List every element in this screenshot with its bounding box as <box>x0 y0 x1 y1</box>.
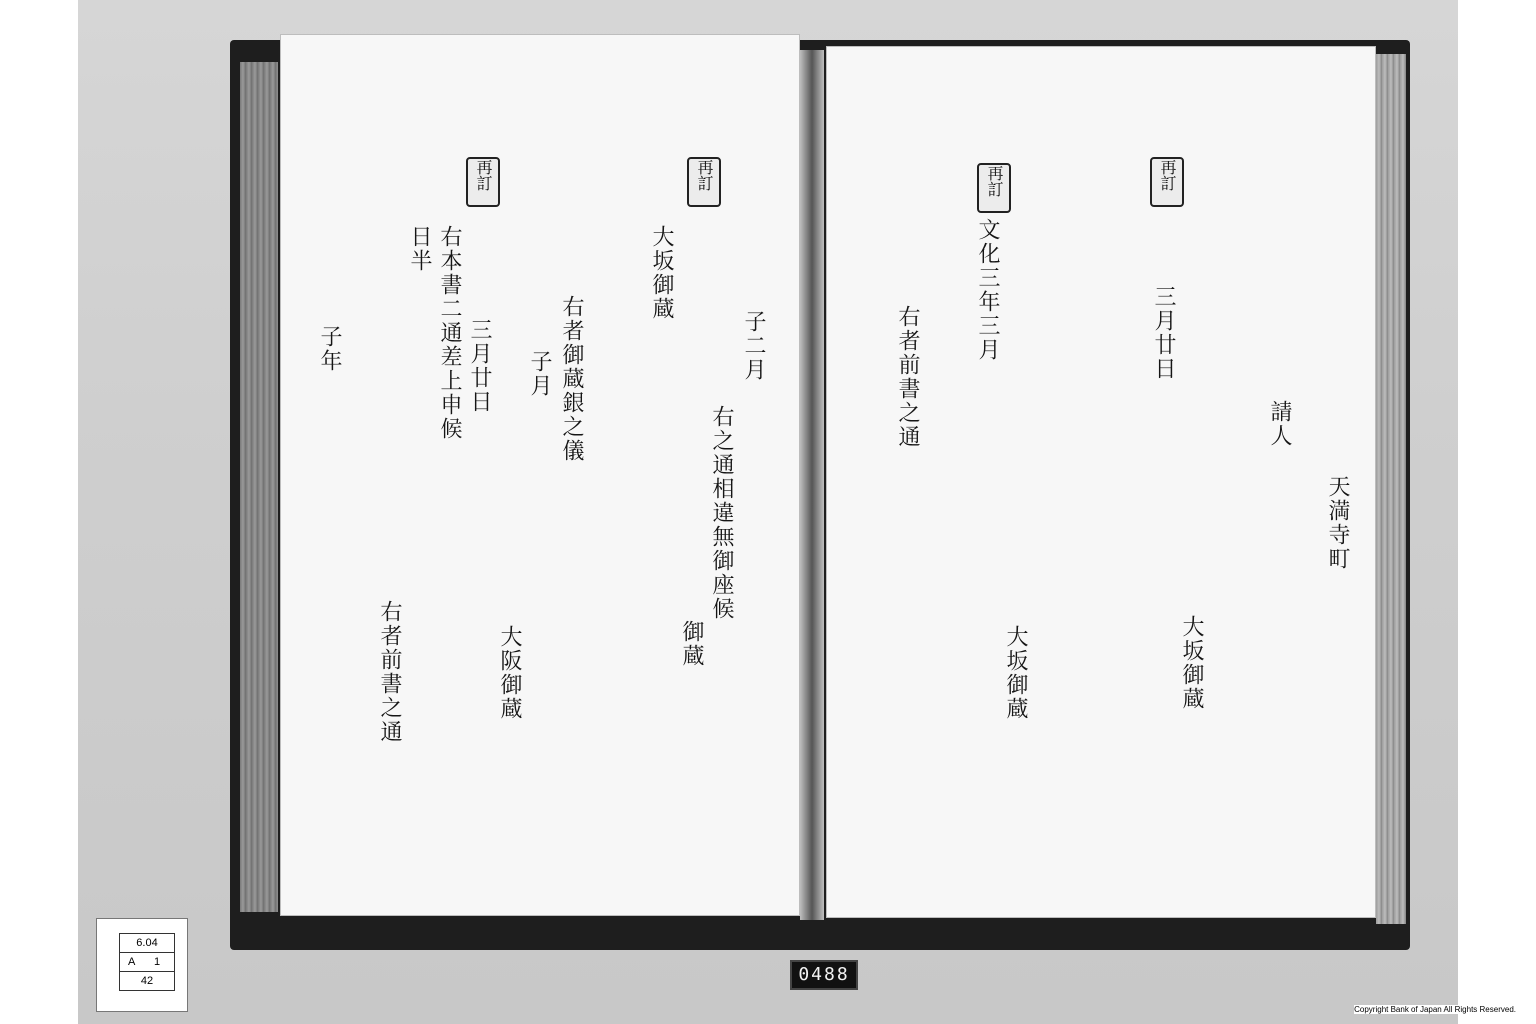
seal-stamp <box>687 157 721 207</box>
frame-number: 0488 <box>790 960 858 990</box>
copyright-notice: Copyright Bank of Japan All Rights Reserved. <box>1354 1005 1516 1014</box>
right-page <box>826 46 1376 918</box>
reference-number: 6.04 <box>119 933 175 953</box>
series-letter: A <box>128 956 136 968</box>
seal-text: 再訂 <box>985 165 1004 197</box>
reference-item: 42 <box>119 971 175 991</box>
text-column: 大坂御蔵 <box>1003 625 1028 721</box>
book-gutter <box>800 50 824 920</box>
seal-stamp <box>1150 157 1184 207</box>
text-column: 子年 <box>317 325 342 373</box>
text-column: 右之通相違無御座候 <box>709 405 734 621</box>
seal-stamp <box>977 163 1011 213</box>
text-column: 右者御蔵銀之儀 <box>559 295 584 463</box>
series-number: 1 <box>154 956 161 968</box>
text-column: 右本書二通差上申候 <box>437 225 462 441</box>
archive-reference-card <box>96 918 188 1012</box>
text-column: 右者前書之通 <box>377 600 402 744</box>
text-column: 三月廿日 <box>1151 285 1176 381</box>
left-page-edges <box>240 62 278 912</box>
text-column: 天満寺町 <box>1325 475 1350 571</box>
seal-stamp <box>466 157 500 207</box>
text-column: 日半 <box>407 225 432 273</box>
seal-text: 再訂 <box>474 159 493 191</box>
text-column: 御蔵 <box>679 620 704 668</box>
text-column: 大坂御蔵 <box>1179 615 1204 711</box>
text-column: 三月廿日 <box>467 318 492 414</box>
text-column: 文化三年三月 <box>975 218 1000 362</box>
seal-text: 再訂 <box>695 159 714 191</box>
text-column: 子月 <box>527 350 552 398</box>
right-page-edges <box>1376 54 1406 924</box>
reference-series <box>119 952 175 972</box>
seal-text: 再訂 <box>1158 159 1177 191</box>
text-column: 子二月 <box>741 310 766 382</box>
text-column: 大阪御蔵 <box>497 625 522 721</box>
text-column: 請人 <box>1267 400 1292 448</box>
text-column: 大坂御蔵 <box>649 225 674 321</box>
text-column: 右者前書之通 <box>895 305 920 449</box>
